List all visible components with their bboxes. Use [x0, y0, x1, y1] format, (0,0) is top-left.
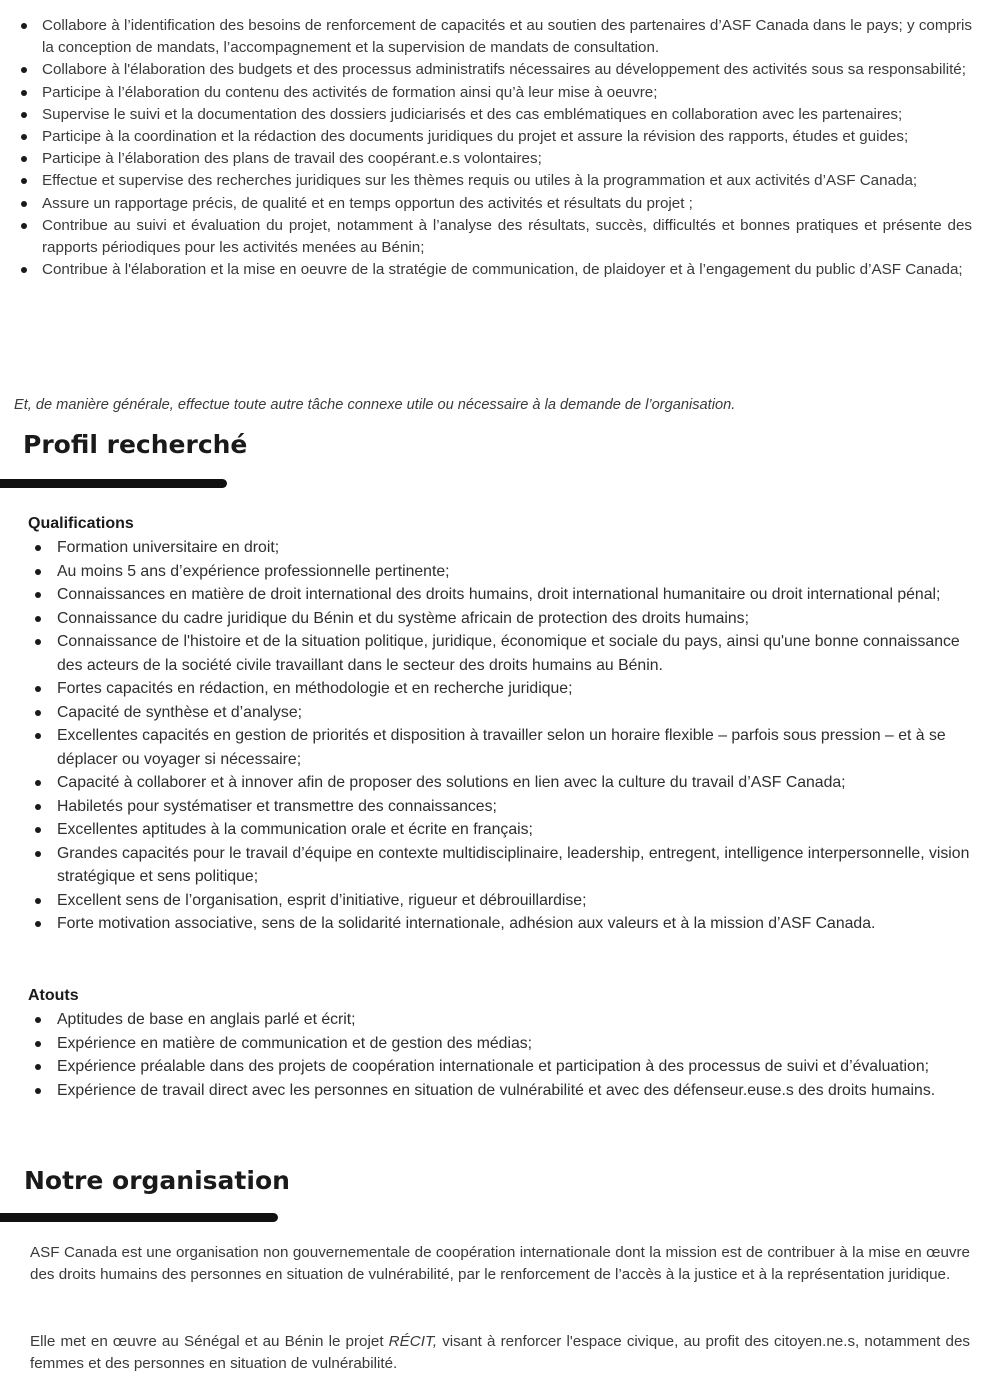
organization-heading: Notre organisation: [24, 1166, 290, 1195]
list-item: Capacité de synthèse et d’analyse;: [57, 701, 972, 725]
list-item: Excellent sens de l’organisation, esprit d’initiative, rigueur et débrouillardise;: [57, 889, 972, 913]
list-item: Participe à l’élaboration du contenu des activités de formation ainsi qu’à leur mise à oeuvre;: [42, 82, 972, 104]
list-item: Contribue à l'élaboration et la mise en oeuvre de la stratégie de communication, de plaidoyer et à l’engagement du public d’ASF Canada;: [42, 259, 972, 281]
list-item: Capacité à collaborer et à innover afin de proposer des solutions en lien avec la culture du travail d’ASF Canada;: [57, 771, 972, 795]
list-item: Supervise le suivi et la documentation des dossiers judiciarisés et des cas emblématiques en collaboration avec les partenaires;: [42, 104, 972, 126]
qualifications-title: Qualifications: [28, 515, 134, 532]
list-item: Collabore à l'élaboration des budgets et des processus administratifs nécessaires au développement des activités sous sa responsabilité;: [42, 59, 972, 81]
list-item: Habiletés pour systématiser et transmettre des connaissances;: [57, 795, 972, 819]
list-item: Participe à la coordination et la rédaction des documents juridiques du projet et assure la révision des rapports, études et guides;: [42, 126, 972, 148]
list-item: Forte motivation associative, sens de la solidarité internationale, adhésion aux valeurs et à la mission d’ASF Canada.: [57, 912, 972, 936]
profile-heading: Profil recherché: [23, 430, 248, 459]
list-item: Connaissance du cadre juridique du Bénin et du système africain de protection des droits humains;: [57, 607, 972, 631]
list-item: Connaissances en matière de droit international des droits humains, droit international humanitaire ou droit international pénal;: [57, 583, 972, 607]
list-item: Excellentes aptitudes à la communication orale et écrite en français;: [57, 818, 972, 842]
list-item: Effectue et supervise des recherches juridiques sur les thèmes requis ou utiles à la programmation et aux activités d’ASF Canada;: [42, 170, 972, 192]
organization-paragraph-2: [30, 1331, 970, 1375]
qualifications-list: [57, 536, 972, 936]
list-item: Excellentes capacités en gestion de priorités et disposition à travailler selon un horaire flexible – parfois sous pression – et à se déplacer ou voyager si nécessaire;: [57, 724, 972, 771]
organization-heading-underline: [0, 1213, 278, 1222]
closing-note: Et, de manière générale, effectue toute autre tâche connexe utile ou nécessaire à la demande de l’organisation.: [14, 397, 736, 413]
profile-heading-underline: [0, 479, 227, 488]
list-item: Assure un rapportage précis, de qualité et en temps opportun des activités et résultats du projet ;: [42, 193, 972, 215]
list-item: Expérience en matière de communication et de gestion des médias;: [57, 1032, 972, 1056]
project-name: RÉCIT,: [388, 1333, 438, 1350]
list-item: Collabore à l’identification des besoins de renforcement de capacités et au soutien des partenaires d’ASF Canada dans le pays; y compris la conception de mandats, l’accompagnement et la supervision de mandats de consultation.: [42, 15, 972, 59]
paragraph-text: Elle met en œuvre au Sénégal et au Bénin le projet: [30, 1333, 389, 1350]
assets-list: [57, 1008, 972, 1102]
list-item: Participe à l’élaboration des plans de travail des coopérant.e.s volontaires;: [42, 148, 972, 170]
list-item: Contribue au suivi et évaluation du projet, notamment à l’analyse des résultats, succès, difficultés et bonnes pratiques et présente des rapports périodiques pour les activités menées au Bénin;: [42, 215, 972, 259]
list-item: Expérience de travail direct avec les personnes en situation de vulnérabilité et avec des défenseur.euse.s des droits humains.: [57, 1079, 972, 1103]
list-item: Formation universitaire en droit;: [57, 536, 972, 560]
list-item: Connaissance de l'histoire et de la situation politique, juridique, économique et sociale du pays, ainsi qu'une bonne connaissance des acteurs de la société civile travaillant dans le secteur des droits humains au Bénin.: [57, 630, 972, 677]
list-item: Grandes capacités pour le travail d’équipe en contexte multidisciplinaire, leadership, entregent, intelligence interpersonnelle, vision stratégique et sens politique;: [57, 842, 972, 889]
responsibilities-list: [42, 15, 972, 281]
list-item: Fortes capacités en rédaction, en méthodologie et en recherche juridique;: [57, 677, 972, 701]
paragraph-text: visant à renforcer l'espace civique, au profit des citoyen.ne.s, notamment des femmes et des personnes en situation de vulnérabilité.: [30, 1333, 970, 1373]
list-item: Expérience préalable dans des projets de coopération internationale et participation à des processus de suivi et d’évaluation;: [57, 1055, 972, 1079]
list-item: Au moins 5 ans d’expérience professionnelle pertinente;: [57, 560, 972, 584]
assets-title: Atouts: [28, 987, 79, 1004]
list-item: Aptitudes de base en anglais parlé et écrit;: [57, 1008, 972, 1032]
organization-paragraph-1: ASF Canada est une organisation non gouvernementale de coopération internationale dont la mission est de contribuer à la mise en œuvre des droits humains des personnes en situation de vulnérabilité, par le renforcement de l’accès à la justice et à la représentation juridique.: [30, 1244, 970, 1284]
